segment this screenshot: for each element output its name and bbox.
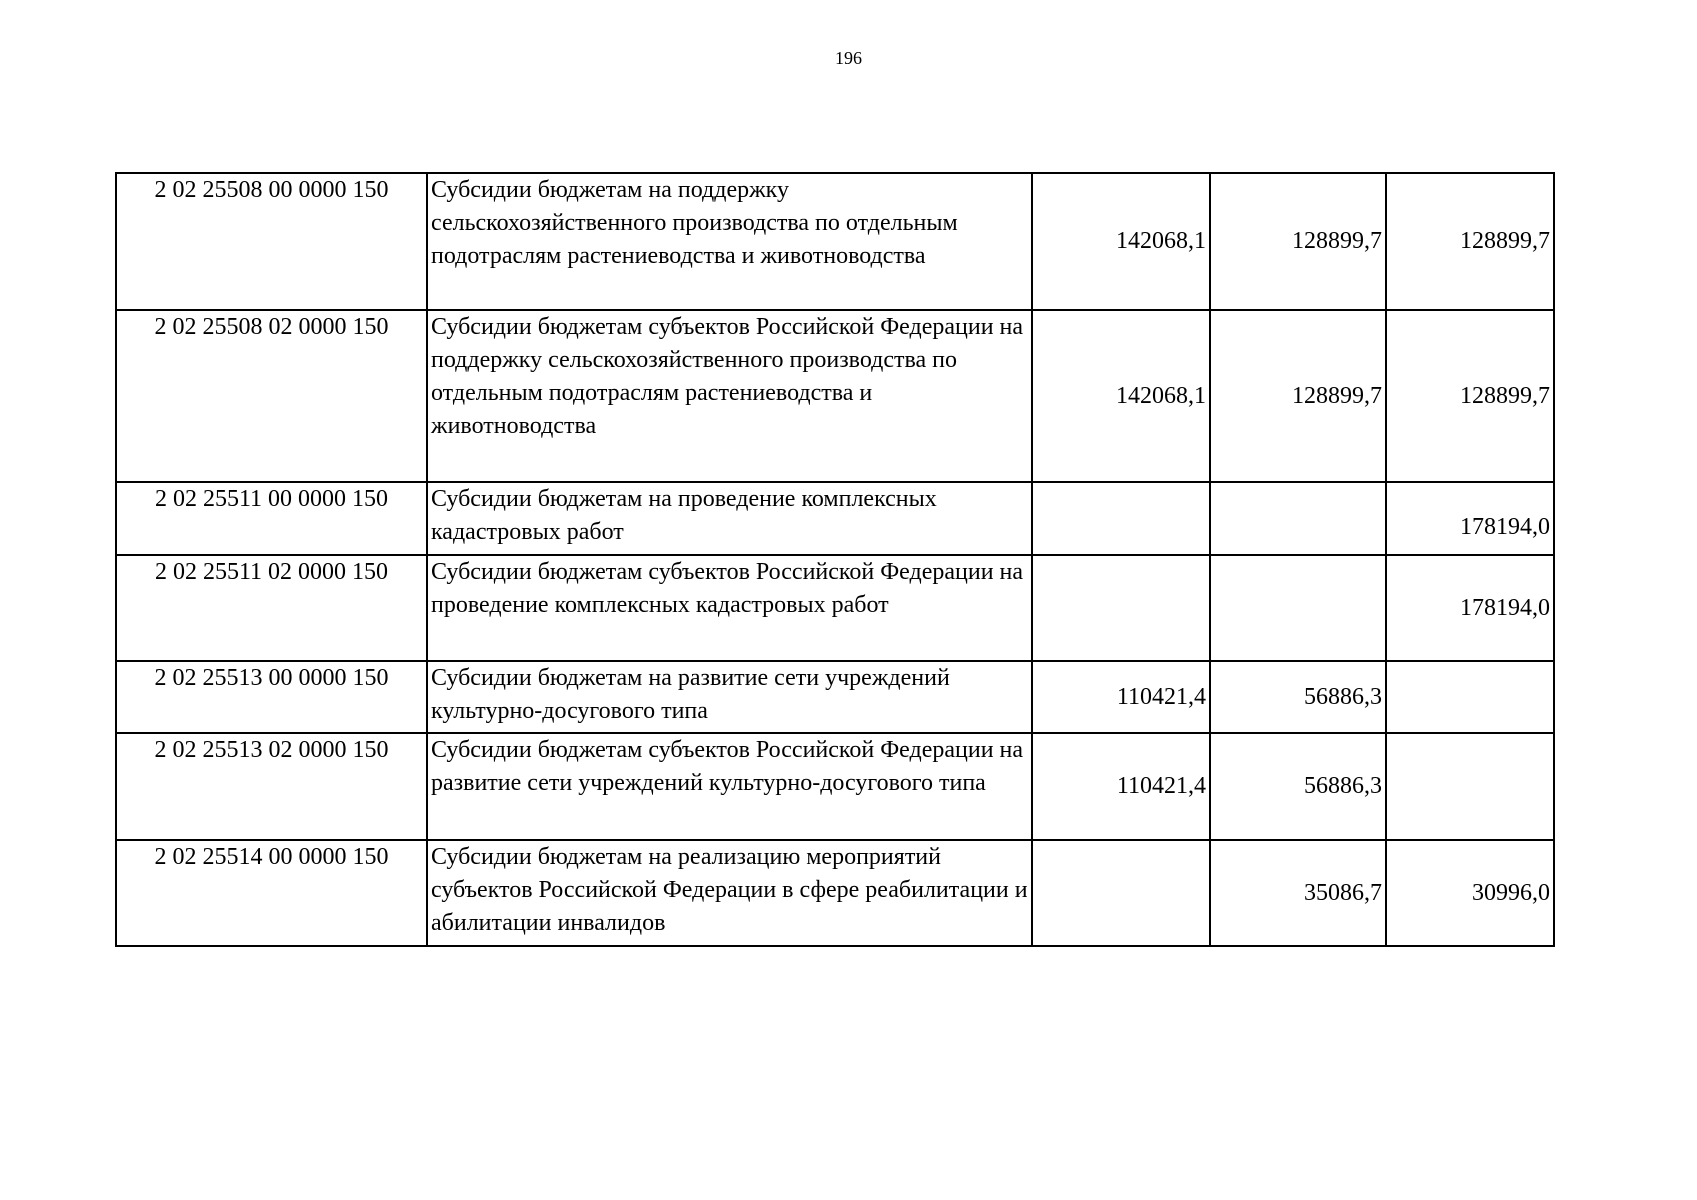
amount-cell-3: 178194,0 (1386, 482, 1554, 555)
amount-cell-1: 110421,4 (1032, 661, 1210, 733)
table-row (116, 555, 1554, 661)
amount-cell-2: 35086,7 (1210, 840, 1386, 946)
budget-code-cell: 2 02 25511 02 0000 150 (116, 555, 427, 661)
amount-cell-3: 128899,7 (1386, 173, 1554, 310)
amount-cell-2: 56886,3 (1210, 661, 1386, 733)
description-cell: Субсидии бюджетам субъектов Российской Федерации на проведение комплексных кадастровых работ (427, 555, 1032, 661)
budget-code-cell: 2 02 25508 02 0000 150 (116, 310, 427, 482)
amount-cell-1 (1032, 840, 1210, 946)
amount-cell-2 (1210, 482, 1386, 555)
amount-cell-2: 56886,3 (1210, 733, 1386, 840)
amount-cell-1: 142068,1 (1032, 310, 1210, 482)
amount-cell-3: 128899,7 (1386, 310, 1554, 482)
amount-cell-2 (1210, 555, 1386, 661)
amount-cell-1: 110421,4 (1032, 733, 1210, 840)
budget-code-cell: 2 02 25513 02 0000 150 (116, 733, 427, 840)
table-row (116, 733, 1554, 840)
amount-cell-3: 30996,0 (1386, 840, 1554, 946)
amount-cell-3 (1386, 661, 1554, 733)
amount-cell-2: 128899,7 (1210, 310, 1386, 482)
amount-cell-1 (1032, 482, 1210, 555)
budget-table (115, 172, 1555, 947)
table-row (116, 840, 1554, 946)
description-cell: Субсидии бюджетам на реализацию мероприятий субъектов Российской Федерации в сфере реабилитации и абилитации инвалидов (427, 840, 1032, 946)
amount-cell-3 (1386, 733, 1554, 840)
amount-cell-2: 128899,7 (1210, 173, 1386, 310)
amount-cell-1 (1032, 555, 1210, 661)
description-cell: Субсидии бюджетам субъектов Российской Федерации на поддержку сельскохозяйственного производства по отдельным подотраслям растениеводства и животноводства (427, 310, 1032, 482)
amount-cell-3: 178194,0 (1386, 555, 1554, 661)
budget-code-cell: 2 02 25513 00 0000 150 (116, 661, 427, 733)
budget-code-cell: 2 02 25511 00 0000 150 (116, 482, 427, 555)
budget-code-cell: 2 02 25514 00 0000 150 (116, 840, 427, 946)
table-row (116, 173, 1554, 310)
table-row (116, 310, 1554, 482)
table-row (116, 661, 1554, 733)
page-number: 196 (835, 48, 862, 68)
amount-cell-1: 142068,1 (1032, 173, 1210, 310)
description-cell: Субсидии бюджетам на развитие сети учреждений культурно-досугового типа (427, 661, 1032, 733)
description-cell: Субсидии бюджетам на проведение комплексных кадастровых работ (427, 482, 1032, 555)
budget-code-cell: 2 02 25508 00 0000 150 (116, 173, 427, 310)
description-cell: Субсидии бюджетам субъектов Российской Федерации на развитие сети учреждений культурно-досугового типа (427, 733, 1032, 840)
description-cell: Субсидии бюджетам на поддержку сельскохозяйственного производства по отдельным подотраслям растениеводства и животноводства (427, 173, 1032, 310)
table-row (116, 482, 1554, 555)
